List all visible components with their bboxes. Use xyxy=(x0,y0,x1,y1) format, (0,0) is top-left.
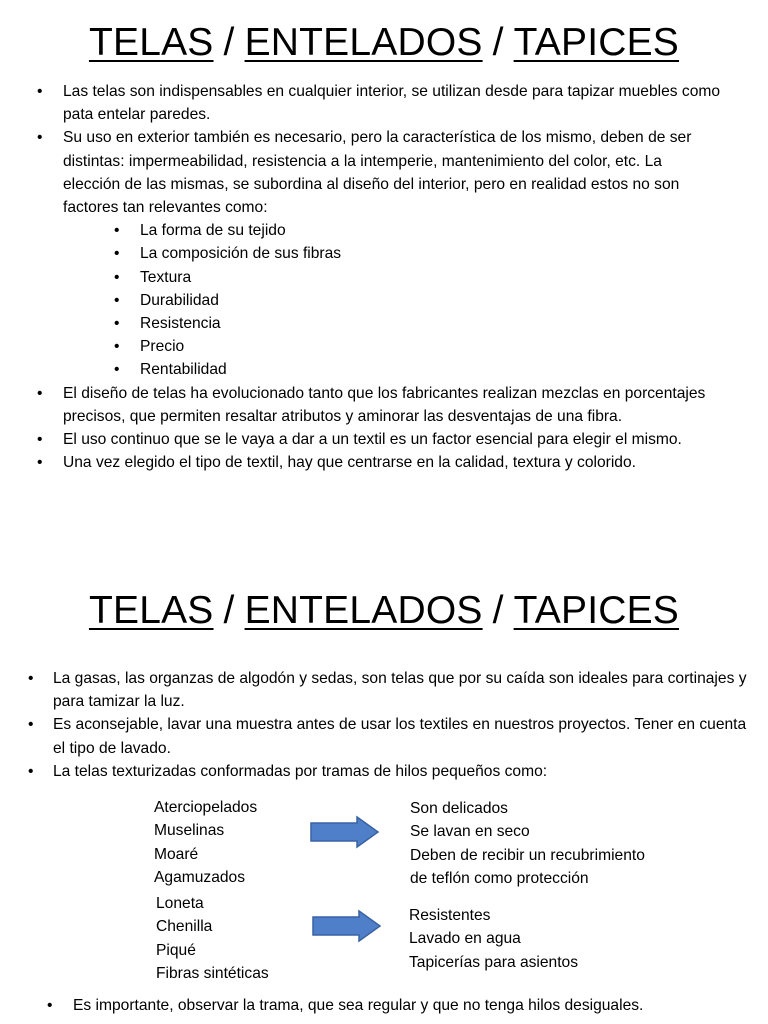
fabric-name: Piqué xyxy=(156,941,196,959)
slide1-bullet-list xyxy=(63,80,723,474)
property-text: Deben de recibir un recubrimiento xyxy=(410,846,645,864)
title-tapices: TAPICES xyxy=(513,21,680,64)
fabric-group2-properties xyxy=(409,904,578,974)
property-text: de teflón como protección xyxy=(410,869,589,887)
sub-bullet-item: • Rentabilidad xyxy=(140,358,440,381)
sub-bullet-item: • Durabilidad xyxy=(140,289,440,312)
sub-bullet-item: • La composición de sus fibras xyxy=(140,242,440,265)
slide2-bullet-list xyxy=(53,667,753,783)
bullet-item: • Es importante, observar la trama, que sea regular y que no tenga hilos desiguales. xyxy=(73,994,753,1017)
title-slash: / xyxy=(223,589,235,632)
fabric-name: Moaré xyxy=(154,845,199,863)
title-telas: TELAS xyxy=(88,21,214,64)
bullet-item: • Las telas son indispensables en cualquier interior, se utilizan desde para tapizar muebles como pata entelar paredes. xyxy=(63,80,723,126)
slide2-bottom-bullet-list xyxy=(73,994,753,1017)
slide2-title xyxy=(0,588,768,634)
right-arrow-icon xyxy=(311,909,383,943)
property-text: Resistentes xyxy=(409,907,491,924)
bullet-item: • Una vez elegido el tipo de textil, hay que centrarse en la calidad, textura y colorido. xyxy=(63,451,723,474)
sub-bullet-item: • Textura xyxy=(140,266,440,289)
fabric-group2-list xyxy=(156,892,269,985)
slide1-sub-bullet-list xyxy=(140,219,440,381)
fabric-name: Chenilla xyxy=(156,918,213,936)
fabric-name: Fibras sintéticas xyxy=(156,964,269,982)
sub-bullet-item: • La forma de su tejido xyxy=(140,219,440,242)
fabric-name: Loneta xyxy=(156,895,204,912)
property-text: Son delicados xyxy=(410,800,508,817)
fabric-group1-properties xyxy=(410,797,645,890)
slide1-title xyxy=(0,20,768,66)
title-tapices: TAPICES xyxy=(513,589,680,632)
bullet-item: • La gasas, las organzas de algodón y sedas, son telas que por su caída son ideales para cortinajes y para tamizar la luz. xyxy=(53,667,753,713)
title-slash: / xyxy=(492,21,504,64)
bullet-item: • Es aconsejable, lavar una muestra antes de usar los textiles en nuestros proyectos. Tener en cuenta el tipo de lavado. xyxy=(53,713,753,759)
property-text: Se lavan en seco xyxy=(410,823,530,841)
title-entelados: ENTELADOS xyxy=(244,589,483,632)
bullet-item: • El diseño de telas ha evolucionado tanto que los fabricantes realizan mezclas en porcentajes precisos, que permiten resaltar atributos y aminorar las desventajas de una fibra. xyxy=(63,382,723,428)
title-slash: / xyxy=(492,589,504,632)
bullet-item: • La telas texturizadas conformadas por tramas de hilos pequeños como: xyxy=(53,760,753,783)
title-entelados: ENTELADOS xyxy=(244,21,483,64)
fabric-name: Aterciopelados xyxy=(154,799,258,816)
title-slash: / xyxy=(223,21,235,64)
bullet-item: • Su uso en exterior también es necesario, pero la característica de los mismo, deben de ser distintas: impermeabilidad, resistencia a la intemperie, mantenimiento del color, etc. La elección de las mismas, se subordina al diseño del interior, pero en realidad estos no son factores tan relevantes como: xyxy=(63,126,723,219)
property-text: Tapicerías para asientos xyxy=(409,953,579,971)
title-telas: TELAS xyxy=(88,589,214,632)
property-text: Lavado en agua xyxy=(409,930,521,948)
sub-bullet-container xyxy=(63,219,723,381)
sub-bullet-item: • Resistencia xyxy=(140,312,440,335)
sub-bullet-item: • Precio xyxy=(140,335,440,358)
fabric-group1-list xyxy=(154,796,257,889)
fabric-name: Agamuzados xyxy=(154,868,246,886)
fabric-name: Muselinas xyxy=(154,822,225,840)
bullet-item: • El uso continuo que se le vaya a dar a un textil es un factor esencial para elegir el mismo. xyxy=(63,428,723,451)
right-arrow-icon xyxy=(309,815,381,849)
